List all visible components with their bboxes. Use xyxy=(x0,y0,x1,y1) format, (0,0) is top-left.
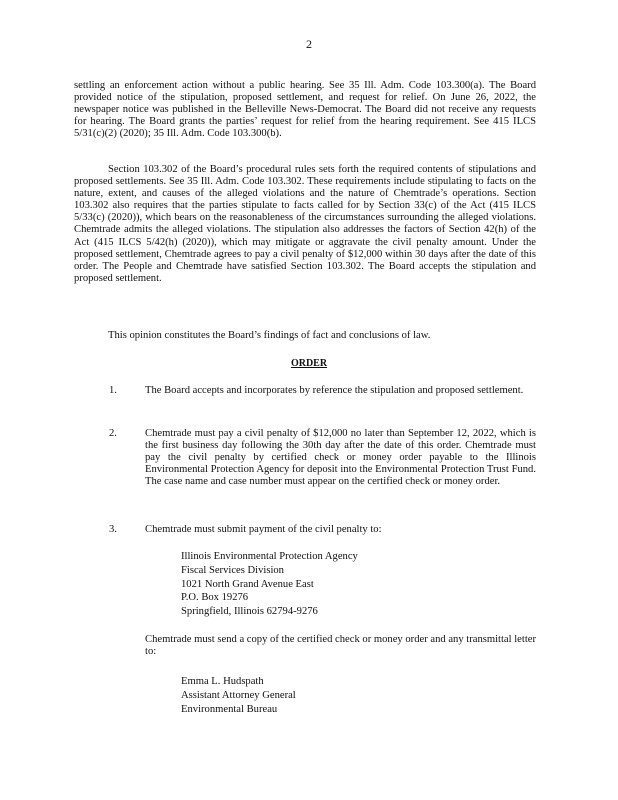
order-item xyxy=(109,428,536,488)
order-item-number: 2. xyxy=(109,428,117,439)
page-number: 2 xyxy=(306,37,312,51)
paragraph-findings: This opinion constitutes the Board’s findings of fact and conclusions of law. xyxy=(108,330,431,341)
order-heading: ORDER xyxy=(290,358,328,369)
address-line: Environmental Bureau xyxy=(181,703,278,715)
copy-address-block xyxy=(181,675,296,716)
address-line: Illinois Environmental Protection Agency xyxy=(181,551,358,562)
order-item-text: Chemtrade must pay a civil penalty of $12,000 no later than September 12, 2022, which is the first business day following the 30th day after the date of this order. Chemtrade must pay the civil penalty by certified check or money order payable to the Illinois Environmental Protection Agency for deposit into the Environmental Protection Trust Fund. The case name and case number must appear on the certified check or money order. xyxy=(145,428,536,488)
address-line: Fiscal Services Division xyxy=(181,564,284,576)
order-item-text: Chemtrade must submit payment of the civil penalty to: xyxy=(145,524,382,535)
order-item xyxy=(109,524,536,536)
address-line: 1021 North Grand Avenue East xyxy=(181,578,314,590)
copy-instruction: Chemtrade must send a copy of the certified check or money order and any transmittal letter to: xyxy=(145,634,536,658)
order-item-text: The Board accepts and incorporates by reference the stipulation and proposed settlement. xyxy=(145,385,524,396)
payment-address-block xyxy=(181,550,358,619)
order-item-number: 3. xyxy=(109,524,117,535)
address-line: Assistant Attorney General xyxy=(181,689,296,701)
address-line: Springfield, Illinois 62794-9276 xyxy=(181,606,318,618)
address-line: Emma L. Hudspath xyxy=(181,676,264,687)
order-item-number: 1. xyxy=(109,385,117,396)
order-item xyxy=(109,385,536,397)
address-line: P.O. Box 19276 xyxy=(181,592,249,604)
paragraph-hearing-relief: settling an enforcement action without a public hearing. See 35 Ill. Adm. Code 103.300(a). The Board provided notice of the stipulation, proposed settlement, and request for relief. On June 26, 2022, the newspaper notice was published in the Belleville News-Democrat. The Board did not receive any requests for hearing. The Board grants the parties’ request for relief from the hearing requirement. See 415 ILCS 5/31(c)(2) (2020); 35 Ill. Adm. Code 103.300(b). xyxy=(74,80,536,140)
paragraph-section-103-302: Section 103.302 of the Board’s procedural rules sets forth the required contents of stipulations and proposed settlements. See 35 Ill. Adm. Code 103.302. These requirements include stipulating to facts on the nature, extent, and causes of the alleged violations and the nature of Chemtrade’s operations. Section 103.302 also requires that the parties stipulate to facts called for by Section 33(c) of the Act (415 ILCS 5/33(c) (2020)), which bears on the reasonableness of the circumstances surrounding the alleged violations. Chemtrade admits the alleged violations. The stipulation also addresses the factors of Section 42(h) of the Act (415 ILCS 5/42(h) (2020)), which may mitigate or aggravate the civil penalty amount. Under the proposed settlement, Chemtrade agrees to pay a civil penalty of $12,000 within 30 days after the date of this order. The People and Chemtrade have satisfied Section 103.302. The Board accepts the stipulation and proposed settlement. xyxy=(74,164,536,284)
